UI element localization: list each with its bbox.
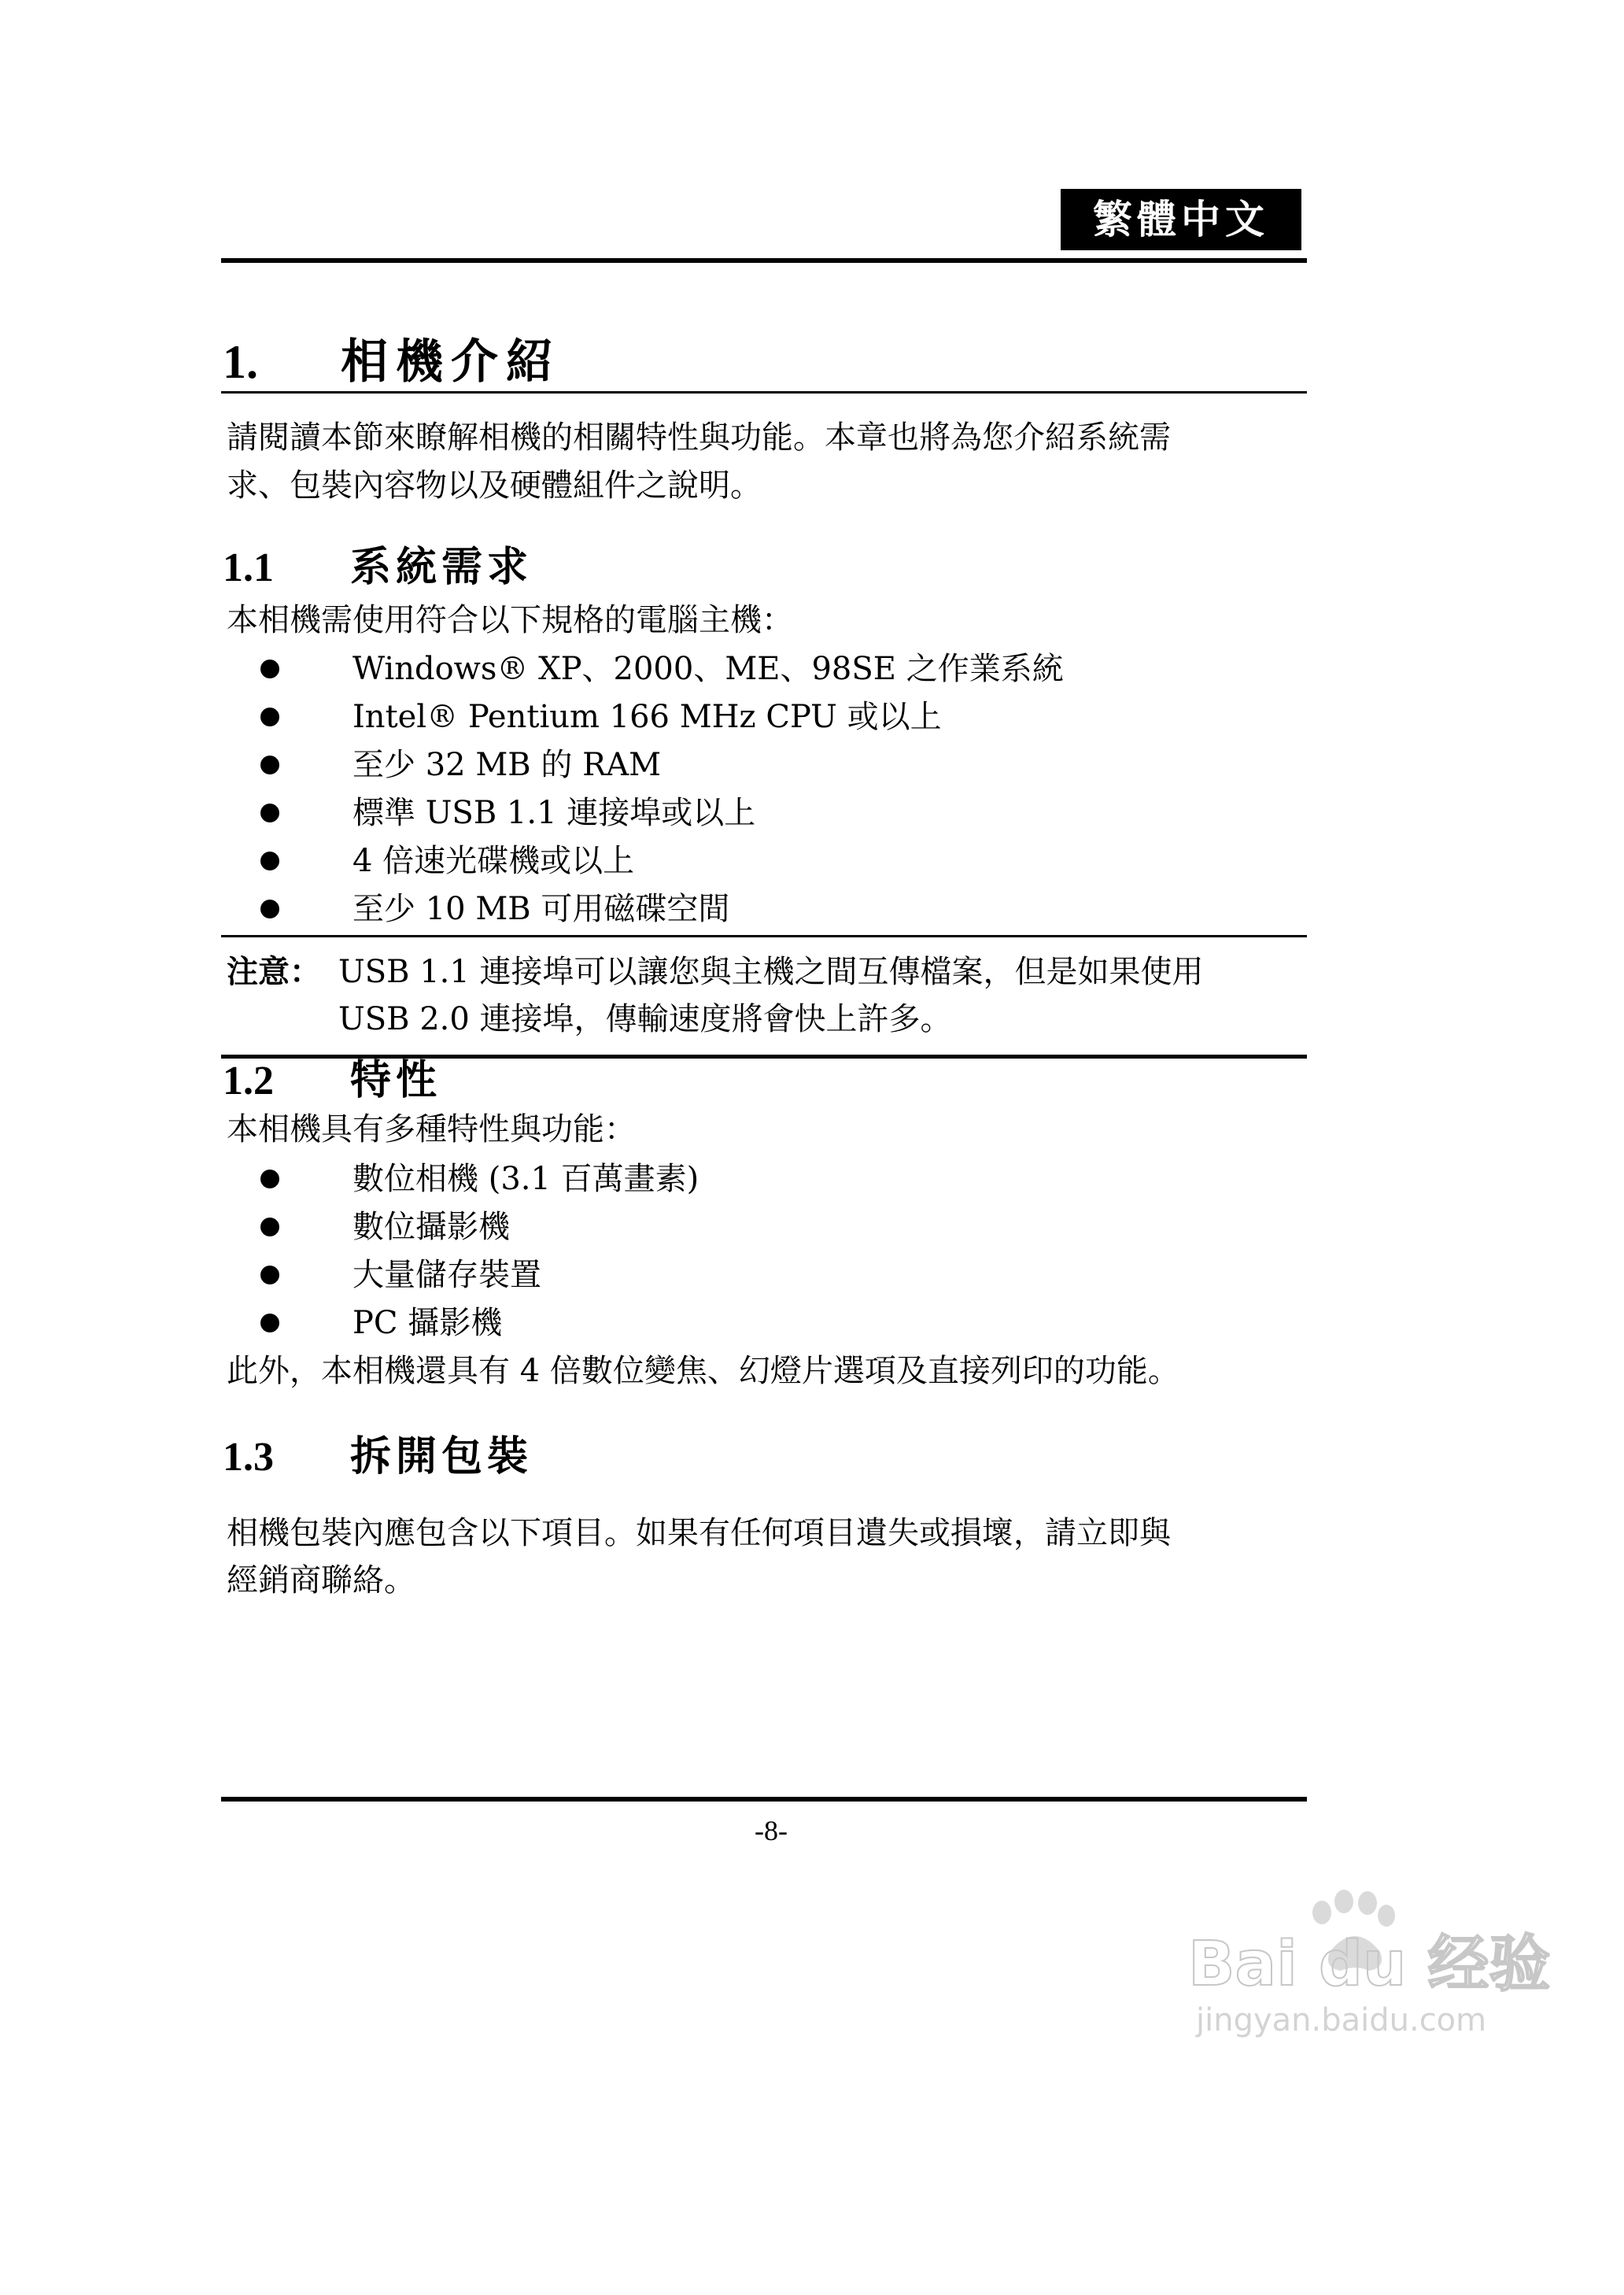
language-tab: 繁體中文	[1061, 189, 1301, 250]
list-item: 大量儲存裝置	[352, 1257, 541, 1293]
baidu-watermark	[1180, 1889, 1558, 2046]
section-1-3-heading	[223, 1432, 533, 1482]
section-title: 系統需求	[350, 543, 533, 591]
features-lead: 本相機具有多種特性與功能：	[227, 1111, 636, 1148]
section-number: 1.	[223, 336, 258, 388]
system-req-lead: 本相機需使用符合以下規格的電腦主機：	[227, 602, 793, 638]
section-title: 相機介紹	[341, 334, 561, 390]
list-item: PC 攝影機	[352, 1305, 503, 1341]
section-number: 1.3	[223, 1435, 274, 1480]
section-1-rule	[221, 391, 1307, 394]
bullet-icon	[260, 852, 279, 870]
section-1-2-heading	[223, 1056, 441, 1106]
bullet-icon	[260, 756, 279, 774]
bullet-icon	[260, 804, 279, 822]
page-number: -8-	[755, 1815, 788, 1846]
watermark-url: jingyan.baidu.com	[1196, 2002, 1487, 2038]
section-title: 特性	[350, 1056, 442, 1104]
intro-line-1: 請閱讀本節來瞭解相機的相關特性與功能。本章也將為您介紹系統需	[227, 419, 1171, 456]
bullet-icon	[260, 660, 279, 678]
bullet-icon	[260, 1266, 279, 1284]
bullet-icon	[260, 900, 279, 918]
list-item: 標準 USB 1.1 連接埠或以上	[352, 795, 756, 831]
bullet-icon	[260, 708, 279, 726]
list-item: 至少 32 MB 的 RAM	[352, 747, 662, 783]
unpack-line-1: 相機包裝內應包含以下項目。如果有任何項目遺失或損壞，請立即與	[227, 1515, 1171, 1551]
intro-line-2: 求、包裝內容物以及硬體組件之說明。	[227, 468, 762, 504]
note-line-2: USB 2.0 連接埠，傳輸速度將會快上許多。	[338, 1001, 952, 1037]
section-number: 1.2	[223, 1059, 274, 1103]
note-top-rule	[221, 935, 1307, 937]
list-item: Windows® XP、2000、ME、98SE 之作業系統	[352, 651, 1064, 687]
list-item: Intel® Pentium 166 MHz CPU 或以上	[352, 699, 942, 735]
bullet-icon	[260, 1218, 279, 1236]
watermark-brand: Bai du 经验	[1188, 1929, 1551, 2000]
list-item: 4 倍速光碟機或以上	[352, 843, 635, 879]
footer-rule	[221, 1797, 1307, 1802]
section-1-heading	[223, 334, 561, 390]
note-line-1: USB 1.1 連接埠可以讓您與主機之間互傳檔案，但是如果使用	[338, 954, 1204, 990]
list-item: 數位攝影機	[352, 1209, 510, 1245]
header-rule	[221, 258, 1307, 263]
section-1-1-heading	[223, 543, 533, 593]
bullet-icon	[260, 1170, 279, 1188]
list-item: 至少 10 MB 可用磁碟空間	[352, 891, 730, 927]
note-label: 注意：	[227, 953, 321, 990]
section-number: 1.1	[223, 545, 274, 590]
features-closing: 此外，本相機還具有 4 倍數位變焦、幻燈片選項及直接列印的功能。	[227, 1353, 1179, 1389]
section-title: 拆開包裝	[350, 1432, 533, 1480]
unpack-line-2: 經銷商聯絡。	[227, 1562, 415, 1598]
list-item: 數位相機 (3.1 百萬畫素)	[352, 1161, 699, 1197]
bullet-icon	[260, 1314, 279, 1332]
